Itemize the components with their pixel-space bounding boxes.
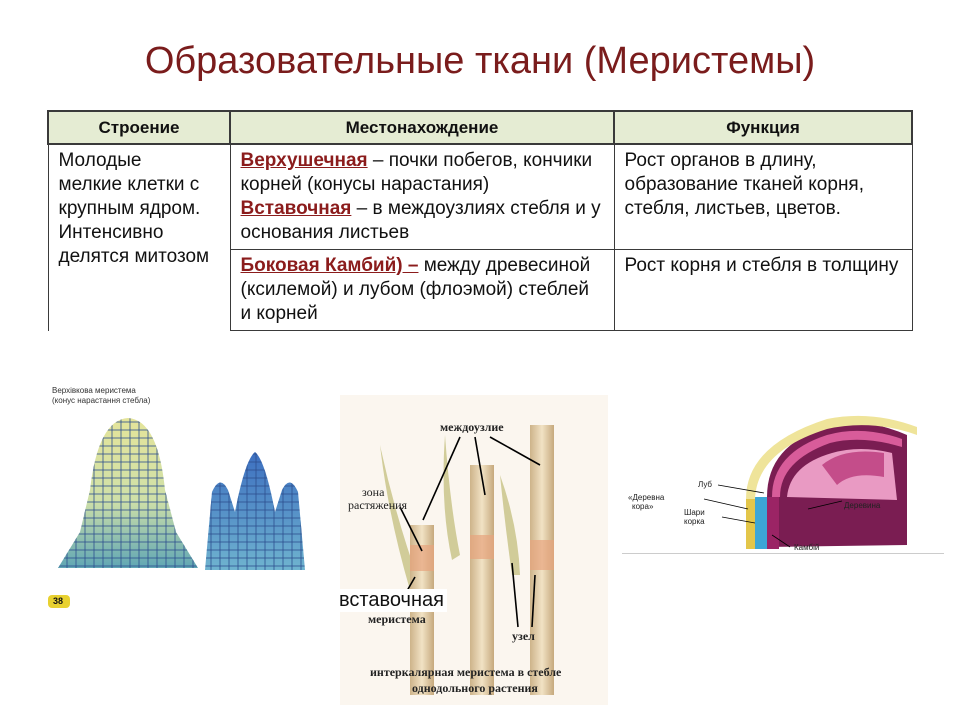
apical-term: Верхушечная <box>240 150 368 171</box>
table-header-row <box>48 111 912 144</box>
intercalary-text: – в междоузлиях стебля и у основания листьев <box>240 198 601 243</box>
internode-label: междоузлие <box>440 420 504 434</box>
lateral-term: Боковая Камбий) – <box>240 255 419 276</box>
cambium-label: Камбій <box>794 543 820 552</box>
apical-cone-illustration <box>40 382 330 617</box>
inserted-meristem-label: вставочная <box>336 589 447 612</box>
monocot-stem-illustration <box>340 395 608 705</box>
bark-label-2: корка <box>684 517 705 526</box>
bast-label: Луб <box>698 480 713 489</box>
header-function: Функция <box>614 111 912 144</box>
apical-caption-1: Верхівкова меристема <box>52 386 136 395</box>
wood-label: Деревина <box>844 501 881 510</box>
header-structure: Строение <box>48 111 230 144</box>
cambium-baseline <box>622 553 944 554</box>
growth-zone-label-2: растяжения <box>348 498 408 512</box>
wood-bark-label-2: кора» <box>632 502 654 511</box>
intercalary-caption-2: однодольного растения <box>412 681 538 695</box>
structure-line: крупным ядром. <box>58 198 201 219</box>
function-cell-width: Рост корня и стебля в толщину <box>614 250 912 331</box>
meristem-label: меристема <box>368 612 426 626</box>
apical-caption-2: (конус нарастання стебла) <box>52 396 151 405</box>
header-location: Местонахождение <box>230 111 614 144</box>
stem-cross-section-illustration <box>622 405 944 555</box>
lateral-text: между древесиной (ксилемой) и лубом (флоэмой) стеблей и корней <box>240 255 591 324</box>
apical-meristem-figure <box>40 382 330 617</box>
intercalary-caption-1: интеркалярная меристема в стебле <box>370 665 562 679</box>
page-title: Образовательные ткани (Меристемы) <box>144 40 816 82</box>
location-cell-length <box>230 144 614 250</box>
location-cell-width <box>230 250 614 331</box>
table-row <box>48 144 912 250</box>
structure-line: Интенсивно <box>58 222 164 243</box>
growth-zone-label-1: зона <box>362 485 385 499</box>
structure-cell <box>48 144 230 331</box>
intercalary-term: Вставочная <box>240 198 352 219</box>
structure-line: мелкие клетки с <box>58 174 200 195</box>
meristem-table <box>47 110 913 331</box>
intercalary-meristem-figure <box>340 395 608 705</box>
structure-line: Молодые <box>58 150 142 171</box>
wood-bark-label-1: «Деревна <box>628 493 665 502</box>
function-cell-length: Рост органов в длину, образование тканей корня, стебля, листьев, цветов. <box>614 144 912 250</box>
bark-label-1: Шари <box>684 508 705 517</box>
apical-text: – почки побегов, кончики корней (конусы нарастания) <box>240 150 593 195</box>
cambium-figure <box>622 405 944 555</box>
structure-line: делятся митозом <box>58 246 210 267</box>
node-label: узел <box>512 629 535 643</box>
page-badge: 38 <box>53 596 64 606</box>
